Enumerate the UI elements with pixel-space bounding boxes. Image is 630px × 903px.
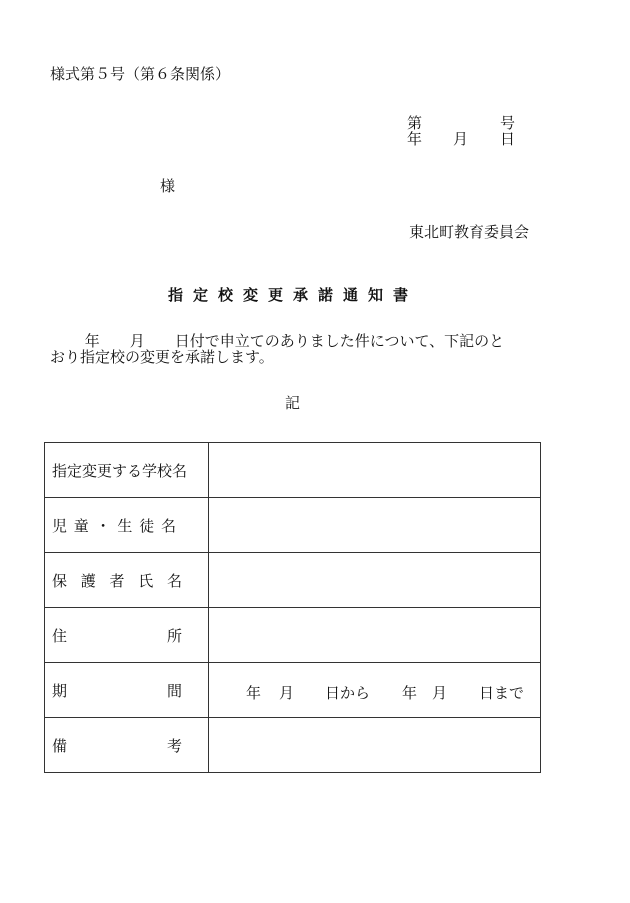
student-name-field[interactable] — [209, 498, 541, 553]
table-row — [45, 443, 541, 498]
table-row — [45, 498, 541, 553]
table-row — [45, 608, 541, 663]
document-number-suffix: 号 — [500, 114, 516, 132]
address-label: 住 所 — [45, 608, 209, 663]
note-label: 記 — [285, 394, 301, 412]
date-month-label: 月 — [453, 130, 469, 148]
addressee-honorific: 様 — [160, 177, 176, 195]
period-start-year: 年 — [246, 684, 262, 702]
info-table — [44, 442, 541, 773]
guardian-name-label: 保 護 者 氏 名 — [45, 553, 209, 608]
table-row — [45, 718, 541, 773]
form-number: 様式第５号（第６条関係） — [50, 65, 231, 83]
address-field[interactable] — [209, 608, 541, 663]
date-day-label: 日 — [500, 130, 516, 148]
period-start-month: 月 — [279, 684, 295, 702]
remarks-field[interactable] — [209, 718, 541, 773]
period-start-day: 日から — [325, 684, 371, 702]
school-name-field[interactable] — [209, 443, 541, 498]
table-row — [45, 553, 541, 608]
date-year-label: 年 — [407, 130, 423, 148]
period-end-month: 月 — [432, 684, 448, 702]
school-name-label: 指定変更する学校名 — [45, 443, 209, 498]
body-paragraph — [50, 333, 550, 365]
period-field[interactable] — [209, 663, 541, 718]
body-line-2: おり指定校の変更を承諾します。 — [50, 348, 274, 366]
table-row — [45, 663, 541, 718]
period-end-day: 日まで — [479, 684, 525, 702]
document-number-prefix: 第 — [407, 114, 423, 132]
remarks-label: 備 考 — [45, 718, 209, 773]
period-label: 期 間 — [45, 663, 209, 718]
document-title: 指定校変更承諾通知書 — [168, 286, 419, 304]
student-name-label: 児 童 ・ 生 徒 名 — [45, 498, 209, 553]
issuer-name: 東北町教育委員会 — [409, 223, 530, 241]
guardian-name-field[interactable] — [209, 553, 541, 608]
body-line-1: 年 月 日付で申立てのありました件について、下記のと — [50, 332, 505, 350]
period-end-year: 年 — [402, 684, 418, 702]
